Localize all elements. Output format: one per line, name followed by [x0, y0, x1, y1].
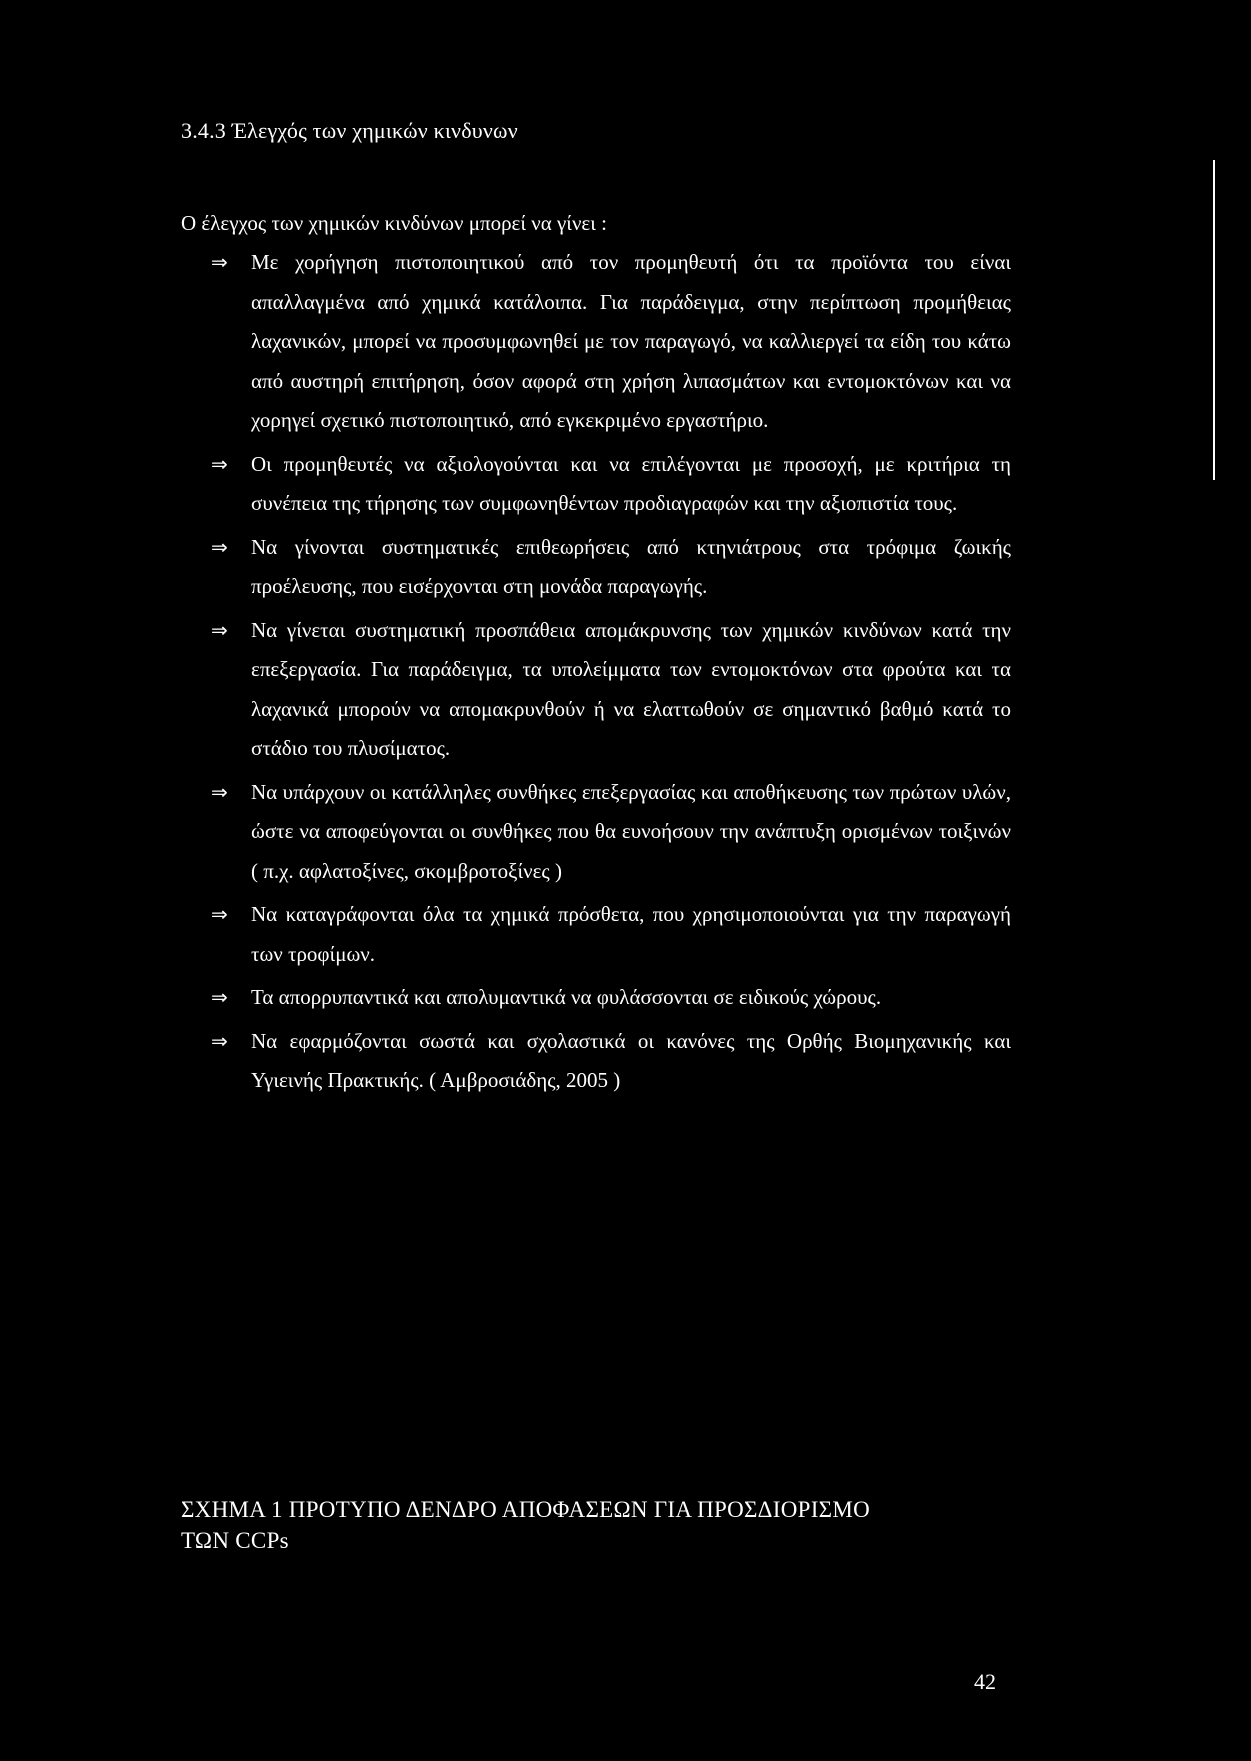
list-item-text: Να γίνονται συστηματικές επιθεωρήσεις από κτηνιάτρους στα τρόφιμα ζωικής προέλευσης, που εισέρχονται στη μονάδα παραγωγής.: [251, 534, 1011, 598]
list-item-text: Να γίνεται συστηματική προσπάθεια απομάκρυνσης των χημικών κινδύνων κατά την επεξεργασία. Για παράδειγμα, τα υπολείμματα των εντομοκτόνων στα φρούτα και τα λαχανικά μπορούν να απομακρυνθούν ή να ελαττωθούν σε σημαντικό βαθμό κατά το στάδιο του πλυσίματος.: [251, 617, 1011, 760]
double-arrow-icon: ⇒: [211, 451, 228, 476]
double-arrow-icon: ⇒: [211, 534, 228, 559]
double-arrow-icon: ⇒: [211, 617, 228, 642]
margin-line: [1213, 160, 1215, 480]
list-item: [211, 773, 1011, 892]
list-item-text: Με χορήγηση πιστοποιητικού από τον προμηθευτή ότι τα προϊόντα του είναι απαλλαγμένα από χημικά κατάλοιπα. Για παράδειγμα, στην περίπτωση προμήθειας λαχανικών, μπορεί να προσυμφωνηθεί με τον παραγωγό, να καλλιεργεί τα είδη του κάτω από αυστηρή επιτήρηση, όσον αφορά στη χρήση λιπασμάτων και εντομοκτόνων και να χορηγεί σχετικό πιστοποιητικό, από εγκεκριμένο εργαστήριο.: [251, 250, 1011, 432]
list-item-text: Τα απορρυπαντικά και απολυμαντικά να φυλάσσονται σε ειδικούς χώρους.: [251, 985, 882, 1009]
double-arrow-icon: ⇒: [211, 1028, 228, 1053]
list-item-text: Οι προμηθευτές να αξιολογούνται και να επιλέγονται με προσοχή, με κριτήρια τη συνέπεια της τήρησης των συμφωνηθέντων προδιαγραφών και την αξιοπιστία τους.: [251, 451, 1011, 515]
list-item: [211, 895, 1011, 974]
list-item-text: Να υπάρχουν οι κατάλληλες συνθήκες επεξεργασίας και αποθήκευσης των πρώτων υλών, ώστε να αποφεύγονται οι συνθήκες που θα ευνοήσουν την ανάπτυξη ορισμένων τοιξινών ( π.χ. αφλατοξίνες, σκομβροτοξίνες ): [251, 779, 1011, 883]
list-item: [211, 528, 1011, 607]
double-arrow-icon: ⇒: [211, 250, 228, 274]
list-item: [211, 445, 1011, 524]
list-item: [211, 978, 1011, 1018]
intro-paragraph: Ο έλεγχος των χημικών κινδύνων μπορεί να γίνει :: [181, 211, 607, 235]
figure-title: [181, 1494, 870, 1556]
list-item-text: Να εφαρμόζονται σωστά και σχολαστικά οι κανόνες της Ορθής Βιομηχανικής και Υγιεινής Πρακτικής. ( Αμβροσιάδης, 2005 ): [251, 1028, 1011, 1092]
control-measures-list: [211, 243, 1011, 1105]
figure-title-line: ΣΧΗΜΑ 1 ΠΡΟΤΥΠΟ ΔΕΝΔΡΟ ΑΠΟΦΑΣΕΩΝ ΓΙΑ ΠΡΟΣΔΙΟΡΙΣΜΟ: [181, 1497, 871, 1522]
list-item: [211, 1022, 1011, 1101]
double-arrow-icon: ⇒: [211, 985, 228, 1009]
list-item: [211, 243, 1011, 441]
double-arrow-icon: ⇒: [211, 902, 228, 926]
page-number: 42: [974, 1669, 996, 1694]
section-heading: 3.4.3 Έλεγχός των χημικών κινδυνων: [181, 118, 518, 143]
list-item: [211, 611, 1011, 769]
figure-title-line: ΤΩΝ CCPs: [181, 1528, 289, 1553]
list-item-text: Να καταγράφονται όλα τα χημικά πρόσθετα, που χρησιμοποιούνται για την παραγωγή των τροφίμων.: [251, 902, 1011, 966]
double-arrow-icon: ⇒: [211, 779, 228, 804]
